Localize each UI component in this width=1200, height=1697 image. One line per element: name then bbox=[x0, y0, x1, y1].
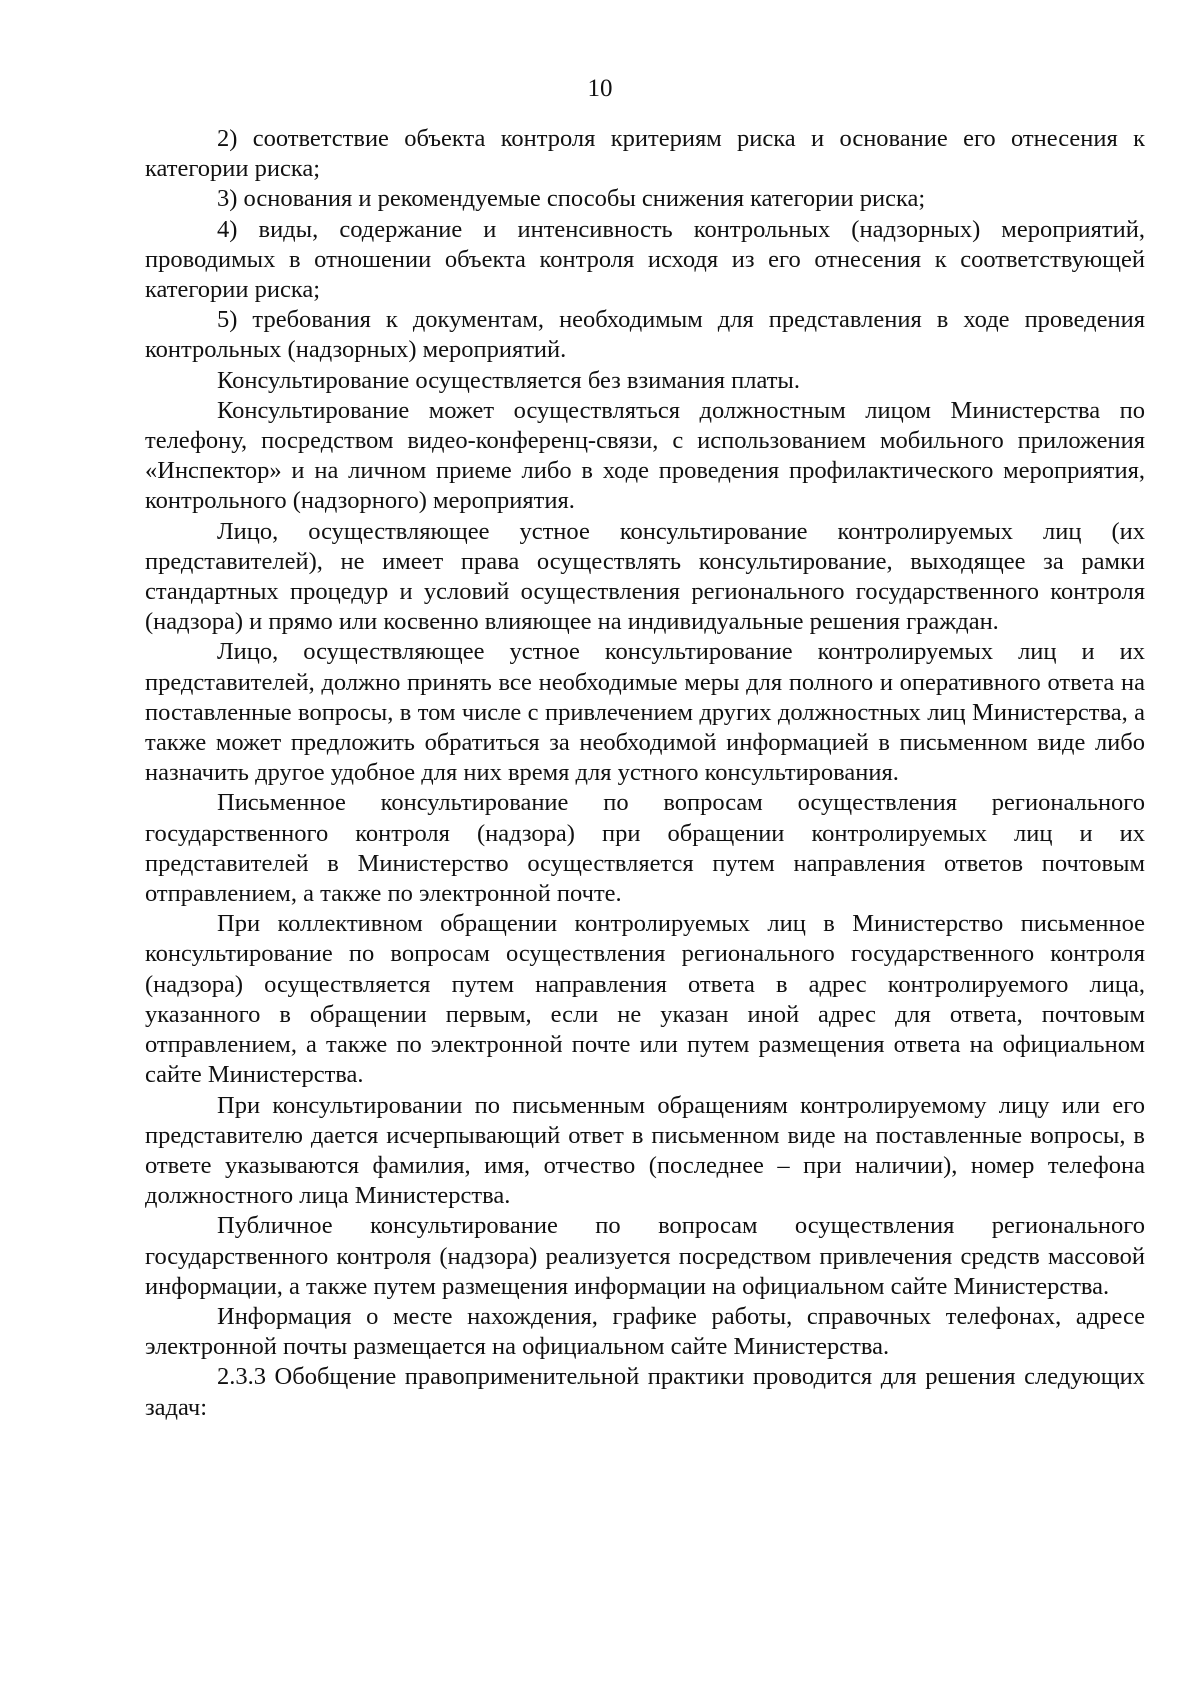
page-number: 10 bbox=[587, 75, 613, 102]
paragraph-free-of-charge: Консультирование осуществляется без взимания платы. bbox=[217, 366, 800, 394]
paragraph-written-consultation: Письменное консультирование по вопросам осуществления регионального государственного контроля (надзора) при обращении контролируемых лиц и их представителей в Министерство осуществляется путем направления ответов почтовым отправлением, а также по электронной почте. bbox=[145, 789, 1145, 908]
paragraph-section-2-3-3: 2.3.3 Обобщение правоприменительной практики проводится для решения следующих задач: bbox=[145, 1363, 1145, 1421]
document-body bbox=[145, 124, 1145, 1423]
paragraph-item-3: 3) основания и рекомендуемые способы снижения категории риска; bbox=[217, 185, 926, 213]
paragraph-collective-appeal: При коллективном обращении контролируемых лиц в Министерство письменное консультирование по вопросам осуществления регионального государственного контроля (надзора) осуществляется путем направления ответа в адрес контролируемого лица, указанного в обращении первым, если не указан иной адрес для ответа, почтовым отправлением, а также по электронной почте или путем размещения ответа на официальном сайте Министерства. bbox=[145, 910, 1145, 1089]
paragraph-item-2: 2) соответствие объекта контроля критериям риска и основание его отнесения к категории риска; bbox=[145, 125, 1145, 183]
paragraph-oral-consultation-measures: Лицо, осуществляющее устное консультирование контролируемых лиц и их представителей, должно принять все необходимые меры для полного и оперативного ответа на поставленные вопросы, в том числе с привлечением других должностных лиц Министерства, а также может предложить обратиться за необходимой информацией в письменном виде либо назначить другое удобное для них время для устного консультирования. bbox=[145, 638, 1145, 787]
paragraph-oral-consultation-limits: Лицо, осуществляющее устное консультирование контролируемых лиц (их представителей), не имеет права осуществлять консультирование, выходящее за рамки стандартных процедур и условий осуществления регионального государственного контроля (надзора) и прямо или косвенно влияющее на индивидуальные решения граждан. bbox=[145, 517, 1145, 636]
paragraph-item-4: 4) виды, содержание и интенсивность контрольных (надзорных) мероприятий, проводимых в отношении объекта контроля исходя из его отнесения к соответствующей категории риска; bbox=[145, 215, 1145, 304]
paragraph-consultation-channels: Консультирование может осуществляться должностным лицом Министерства по телефону, посредством видео-конференц-связи, с использованием мобильного приложения «Инспектор» и на личном приеме либо в ходе проведения профилактического мероприятия, контрольного (надзорного) мероприятия. bbox=[145, 396, 1145, 515]
paragraph-item-5: 5) требования к документам, необходимым для представления в ходе проведения контрольных (надзорных) мероприятий. bbox=[145, 306, 1145, 364]
paragraph-contact-information: Информация о месте нахождения, графике работы, справочных телефонах, адресе электронной почты размещается на официальном сайте Министерства. bbox=[145, 1302, 1145, 1361]
paragraph-written-appeal-answer: При консультировании по письменным обращениям контролируемому лицу или его представителю дается исчерпывающий ответ в письменном виде на поставленные вопросы, в ответе указываются фамилия, имя, отчество (последнее – при наличии), номер телефона должностного лица Министерства. bbox=[145, 1091, 1145, 1210]
paragraph-public-consultation: Публичное консультирование по вопросам осуществления регионального государственного контроля (надзора) реализуется посредством привлечения средств массовой информации, а также путем размещения информации на официальном сайте Министерства. bbox=[145, 1212, 1145, 1300]
